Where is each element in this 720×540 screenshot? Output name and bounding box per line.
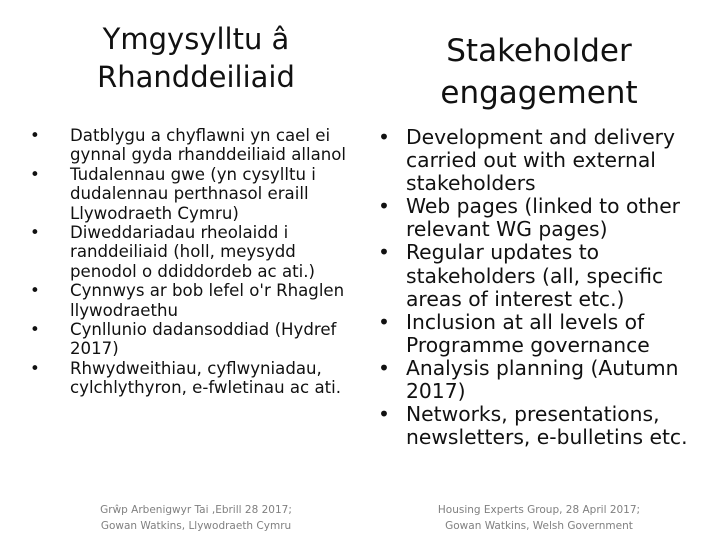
welsh-title	[28, 20, 364, 96]
english-bullet-item: • Networks, presentations, newsletters, e-bulletins etc.	[374, 403, 704, 449]
welsh-title-line2: Rhanddeiliaid	[97, 60, 295, 94]
welsh-bullet-item: • Datblygu a chyflawni yn cael ei gynnal gyda rhanddeiliaid allanol	[28, 126, 364, 165]
english-title	[374, 30, 704, 114]
welsh-bullet-item: • Rhwydweithiau, cyflwyniadau, cylchlythyron, e-fwletinau ac ati.	[28, 359, 364, 398]
welsh-footer-line1: Grŵp Arbenigwyr Tai ,Ebrill 28 2017;	[100, 504, 292, 516]
welsh-footer	[28, 502, 364, 534]
welsh-bullet-item: • Tudalennau gwe (yn cysylltu i dudalennau perthnasol eraill Llywodraeth Cymru)	[28, 165, 364, 223]
welsh-footer-line2: Gowan Watkins, Llywodraeth Cymru	[100, 520, 292, 532]
english-title-line1: Stakeholder	[446, 33, 632, 69]
english-footer-line2: Gowan Watkins, Welsh Government	[445, 520, 633, 532]
english-title-line2: engagement	[440, 75, 638, 111]
welsh-bullet-list	[28, 126, 364, 398]
welsh-bullet-item: • Cynllunio dadansoddiad (Hydref 2017)	[28, 320, 364, 359]
english-bullet-item: • Development and delivery carried out with external stakeholders	[374, 126, 704, 195]
english-bullet-item: • Analysis planning (Autumn 2017)	[374, 357, 704, 403]
welsh-title-line1: Ymgysylltu â	[102, 22, 290, 56]
english-bullet-list	[374, 126, 704, 449]
english-footer-line1: Housing Experts Group, 28 April 2017;	[437, 504, 641, 516]
welsh-bullet-item: • Cynnwys ar bob lefel o'r Rhaglen llywodraethu	[28, 281, 364, 320]
english-bullet-item: • Regular updates to stakeholders (all, specific areas of interest etc.)	[374, 241, 704, 310]
english-bullet-item: • Inclusion at all levels of Programme governance	[374, 311, 704, 357]
english-footer	[374, 502, 704, 534]
welsh-bullet-item: • Diweddariadau rheolaidd i randdeiliaid (holl, meysydd penodol o ddiddordeb ac ati.)	[28, 223, 364, 281]
english-bullet-item: • Web pages (linked to other relevant WG pages)	[374, 195, 704, 241]
